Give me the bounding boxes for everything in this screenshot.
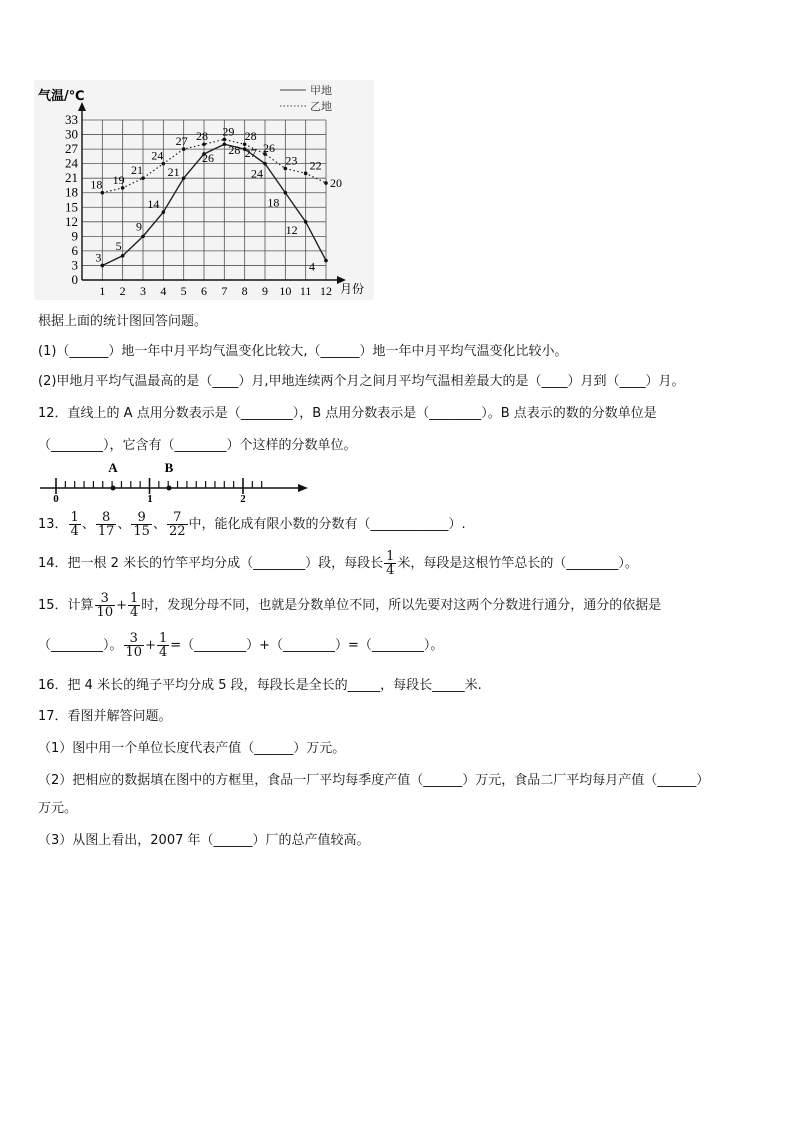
x-tick-label: 10 [279, 284, 292, 298]
q11-part2: (2)甲地月平均气温最高的是（____）月,甲地连续两个月之间月平均气温相差最大的是（____）月到（____）月。 [38, 374, 685, 389]
y-tick-label: 6 [71, 242, 78, 258]
number-line [36, 456, 316, 506]
data-label: 27 [175, 134, 188, 149]
y-tick-label: 12 [65, 213, 78, 229]
q12-line1: 12．直线上的 A 点用分数表示是（________），B 点用分数表示是（________）。B 点表示的数的分数单位是 [38, 406, 657, 421]
number-line-label-2: 2 [240, 493, 246, 505]
data-label: 27 [244, 146, 257, 161]
fraction-1-4: $\frac{1}{4}$ [386, 549, 395, 578]
fraction-9-15: $\frac{9}{15}$ [133, 510, 150, 539]
y-axis-label: 气温/℃ [38, 89, 85, 104]
data-point [121, 254, 125, 258]
q11-intro: 根据上面的统计图回答问题。 [38, 314, 208, 329]
x-axis-label: 月份 [340, 282, 365, 296]
y-tick-label: 0 [71, 272, 78, 287]
data-label: 28 [196, 129, 208, 144]
q17-part2: （2）把相应的数据填在图中的方框里，食品一厂平均每季度产值（______）万元，食品二厂平均每月产值（______） [38, 773, 710, 788]
q13-line: 13． $\frac{1}{4}$ 、 $\frac{8}{17}$ 、 $\frac{9}{15}$ 、 $\frac{7}{22}$ 中，能化成有限小数的分数有（____________）. [38, 510, 466, 539]
point-a [111, 486, 116, 491]
data-label: 26 [202, 150, 214, 165]
data-label: 24 [251, 166, 263, 181]
y-tick-label: 21 [65, 170, 78, 186]
data-point [324, 181, 328, 185]
data-point [182, 176, 186, 180]
y-tick-label: 15 [65, 199, 78, 215]
data-label: 26 [263, 140, 275, 155]
data-point [324, 259, 328, 263]
data-point [162, 210, 166, 214]
legend-label: 乙地 [310, 100, 332, 113]
data-point [263, 162, 267, 166]
x-tick-label: 11 [299, 284, 312, 298]
x-tick-label: 4 [160, 284, 167, 298]
data-label: 12 [285, 222, 298, 237]
x-tick-label: 9 [262, 284, 268, 298]
fraction-1-4: $\frac{1}{4}$ [158, 631, 168, 660]
fraction-7-22: $\frac{7}{22}$ [168, 510, 186, 539]
q15-line1: 15．计算 $\frac{3}{10}$ + $\frac{1}{4}$ 时，发现分母不同，也就是分数单位不同，所以先要对这两个分数进行通分，通分的依据是 [38, 591, 662, 620]
data-point [284, 191, 288, 195]
q16-text: 16．把 4 米长的绳子平均分成 5 段，每段长是全长的_____，每段长_____米. [38, 678, 482, 693]
fraction-1-4: $\frac{1}{4}$ [130, 591, 139, 620]
data-label: 21 [167, 165, 180, 180]
data-label: 4 [309, 259, 315, 274]
x-tick-label: 1 [99, 284, 106, 298]
x-tick-label: 6 [201, 284, 207, 298]
data-label: 20 [330, 176, 342, 191]
data-point [141, 235, 145, 239]
data-label: 29 [222, 124, 235, 139]
q17-part2-continued: 万元。 [38, 801, 78, 816]
q13-number: 13． [38, 517, 68, 532]
point-a-label: A [108, 460, 118, 475]
x-tick-label: 5 [180, 284, 187, 298]
y-tick-label: 33 [65, 112, 78, 127]
legend-label: 甲地 [310, 84, 332, 97]
number-line-arrow-icon [298, 484, 308, 492]
y-tick-label: 3 [71, 257, 78, 273]
q17-intro: 17．看图并解答问题。 [38, 709, 172, 724]
q14-line: 14．把一根 2 米长的竹竿平均分成（________）段，每段长 $\frac{1}{4}$ 米，每段是这根竹竿总长的（________）。 [38, 549, 638, 578]
point-b-label: B [164, 460, 174, 475]
y-tick-label: 27 [65, 141, 78, 157]
data-label: 14 [147, 197, 160, 212]
data-point [223, 142, 227, 146]
q17-part1: （1）图中用一个单位长度代表产值（______）万元。 [38, 741, 346, 756]
number-line-ticks [56, 478, 262, 494]
y-tick-label: 24 [65, 155, 78, 171]
q12-line2: （________），它含有（________）个这样的分数单位。 [38, 438, 357, 453]
data-label: 19 [112, 172, 125, 187]
fraction-8-17: $\frac{8}{17}$ [97, 510, 115, 539]
y-tick-label: 18 [65, 184, 78, 200]
data-label: 9 [136, 219, 142, 234]
data-label: 5 [115, 238, 122, 253]
fraction-1-4: $\frac{1}{4}$ [70, 510, 79, 539]
data-label: 21 [131, 163, 143, 178]
data-label: 3 [95, 250, 102, 265]
data-label: 28 [228, 143, 241, 158]
x-tick-label: 8 [241, 284, 248, 298]
data-label: 18 [90, 177, 103, 192]
q13-text: 中，能化成有限小数的分数有（____________）. [188, 517, 466, 532]
data-point [304, 220, 308, 224]
data-label: 23 [285, 153, 298, 168]
number-line-label-1: 1 [147, 493, 153, 505]
data-label: 28 [244, 129, 257, 144]
fraction-3-10: $\frac{3}{10}$ [125, 631, 143, 660]
data-label: 24 [151, 148, 164, 163]
y-tick-label: 30 [65, 126, 78, 142]
fraction-3-10: $\frac{3}{10}$ [96, 591, 114, 620]
number-line-label-0: 0 [53, 493, 59, 505]
x-tick-label: 7 [221, 284, 228, 298]
y-tick-label: 9 [71, 228, 78, 244]
data-label: 18 [267, 195, 280, 210]
x-tick-label: 12 [320, 284, 332, 298]
q11-part1: (1)（______）地一年中月平均气温变化比较大,（______）地一年中月平均气温变化比较小。 [38, 344, 568, 359]
data-point [304, 172, 308, 176]
x-tick-label: 2 [119, 284, 126, 298]
q15-line2: （________）。 $\frac{3}{10}$ + $\frac{1}{4}$ =（________）+（________）=（________）。 [38, 631, 444, 660]
data-label: 22 [309, 158, 322, 173]
x-tick-label: 3 [140, 284, 146, 298]
temperature-line-chart [34, 80, 374, 300]
point-b [167, 486, 172, 491]
q17-part3: （3）从图上看出，2007 年（______）厂的总产值较高。 [38, 833, 370, 848]
